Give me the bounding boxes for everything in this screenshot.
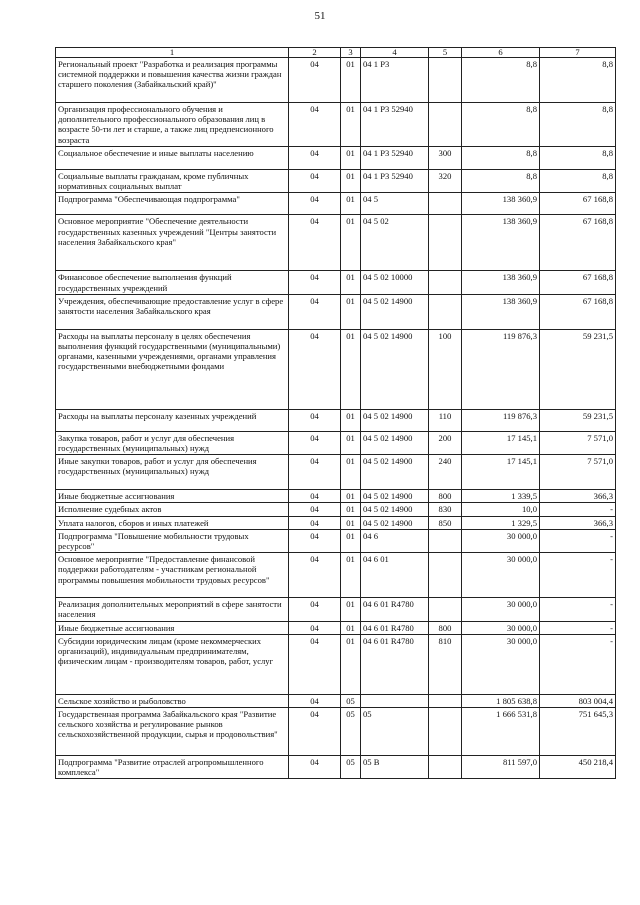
row-name-cell: Подпрограмма "Обеспечивающая подпрограмма" bbox=[56, 193, 289, 215]
table-row bbox=[56, 598, 616, 621]
amount-year1-cell: 1 329,5 bbox=[462, 516, 540, 529]
table-row bbox=[56, 756, 616, 779]
target-article-cell: 04 1 P3 bbox=[361, 58, 429, 103]
amount-year2-cell: 366,3 bbox=[540, 516, 616, 529]
expense-type-cell bbox=[429, 58, 462, 103]
section-code-cell: 04 bbox=[289, 529, 341, 552]
target-article-cell bbox=[361, 694, 429, 707]
expense-type-cell: 100 bbox=[429, 329, 462, 409]
table-row bbox=[56, 271, 616, 294]
table-row bbox=[56, 193, 616, 215]
row-name-cell: Закупка товаров, работ и услуг для обеспечения государственных (муниципальных) нужд bbox=[56, 431, 289, 454]
amount-year1-cell: 8,8 bbox=[462, 58, 540, 103]
subsection-code-cell: 01 bbox=[341, 409, 361, 431]
amount-year2-cell: - bbox=[540, 598, 616, 621]
table-row bbox=[56, 170, 616, 193]
expense-type-cell bbox=[429, 103, 462, 147]
amount-year2-cell: 450 218,4 bbox=[540, 756, 616, 779]
subsection-code-cell: 01 bbox=[341, 147, 361, 170]
amount-year2-cell: - bbox=[540, 553, 616, 598]
row-name-cell: Финансовое обеспечение выполнения функций государственных учреждений bbox=[56, 271, 289, 294]
expense-type-cell bbox=[429, 215, 462, 271]
table-row bbox=[56, 490, 616, 503]
target-article-cell: 04 5 02 14900 bbox=[361, 294, 429, 329]
table-row bbox=[56, 516, 616, 529]
column-header: 1 bbox=[56, 48, 289, 58]
column-header: 5 bbox=[429, 48, 462, 58]
section-code-cell: 04 bbox=[289, 503, 341, 516]
section-code-cell: 04 bbox=[289, 294, 341, 329]
amount-year1-cell: 30 000,0 bbox=[462, 634, 540, 694]
row-name-cell: Основное мероприятие "Обеспечение деятельности государственных казенных учреждений "Центры занятости населения Забайкальского края" bbox=[56, 215, 289, 271]
amount-year1-cell: 17 145,1 bbox=[462, 431, 540, 454]
expense-type-cell: 850 bbox=[429, 516, 462, 529]
row-name-cell: Расходы на выплаты персоналу казенных учреждений bbox=[56, 409, 289, 431]
amount-year2-cell: 366,3 bbox=[540, 490, 616, 503]
section-code-cell: 04 bbox=[289, 271, 341, 294]
subsection-code-cell: 01 bbox=[341, 490, 361, 503]
expense-type-cell: 800 bbox=[429, 621, 462, 634]
target-article-cell: 04 5 02 14900 bbox=[361, 431, 429, 454]
amount-year1-cell: 30 000,0 bbox=[462, 598, 540, 621]
amount-year2-cell: 59 231,5 bbox=[540, 329, 616, 409]
row-name-cell: Исполнение судебных актов bbox=[56, 503, 289, 516]
row-name-cell: Основное мероприятие "Предоставление финансовой поддержки работодателям - участникам региональной программы повышения мобильности трудовых ресурсов" bbox=[56, 553, 289, 598]
table-row bbox=[56, 215, 616, 271]
subsection-code-cell: 01 bbox=[341, 516, 361, 529]
target-article-cell: 04 5 02 bbox=[361, 215, 429, 271]
subsection-code-cell: 01 bbox=[341, 103, 361, 147]
amount-year1-cell: 138 360,9 bbox=[462, 294, 540, 329]
subsection-code-cell: 01 bbox=[341, 553, 361, 598]
amount-year2-cell: - bbox=[540, 503, 616, 516]
subsection-code-cell: 01 bbox=[341, 503, 361, 516]
table-row bbox=[56, 103, 616, 147]
amount-year2-cell: 59 231,5 bbox=[540, 409, 616, 431]
table-row bbox=[56, 431, 616, 454]
section-code-cell: 04 bbox=[289, 329, 341, 409]
amount-year1-cell: 8,8 bbox=[462, 147, 540, 170]
section-code-cell: 04 bbox=[289, 193, 341, 215]
target-article-cell: 04 6 01 bbox=[361, 553, 429, 598]
expense-type-cell bbox=[429, 756, 462, 779]
expense-type-cell: 830 bbox=[429, 503, 462, 516]
subsection-code-cell: 05 bbox=[341, 756, 361, 779]
section-code-cell: 04 bbox=[289, 455, 341, 490]
table-row bbox=[56, 634, 616, 694]
section-code-cell: 04 bbox=[289, 103, 341, 147]
table-header-row bbox=[56, 48, 616, 58]
table-row bbox=[56, 621, 616, 634]
amount-year2-cell: 67 168,8 bbox=[540, 215, 616, 271]
amount-year1-cell: 138 360,9 bbox=[462, 193, 540, 215]
target-article-cell: 04 5 02 10000 bbox=[361, 271, 429, 294]
subsection-code-cell: 01 bbox=[341, 215, 361, 271]
row-name-cell: Социальное обеспечение и иные выплаты населению bbox=[56, 147, 289, 170]
expense-type-cell bbox=[429, 193, 462, 215]
row-name-cell: Государственная программа Забайкальского края "Развитие сельского хозяйства и регулирование рынков сельскохозяйственной продукции, сырья и продовольствия" bbox=[56, 708, 289, 756]
target-article-cell: 05 bbox=[361, 708, 429, 756]
section-code-cell: 04 bbox=[289, 634, 341, 694]
expense-type-cell: 200 bbox=[429, 431, 462, 454]
amount-year1-cell: 1 805 638,8 bbox=[462, 694, 540, 707]
amount-year2-cell: 8,8 bbox=[540, 147, 616, 170]
section-code-cell: 04 bbox=[289, 756, 341, 779]
row-name-cell: Организация профессионального обучения и дополнительного профессионального образования лиц в возрасте 50-ти лет и старше, а также лиц предпенсионного возраста bbox=[56, 103, 289, 147]
subsection-code-cell: 01 bbox=[341, 193, 361, 215]
section-code-cell: 04 bbox=[289, 708, 341, 756]
amount-year2-cell: - bbox=[540, 634, 616, 694]
section-code-cell: 04 bbox=[289, 598, 341, 621]
section-code-cell: 04 bbox=[289, 147, 341, 170]
section-code-cell: 04 bbox=[289, 215, 341, 271]
amount-year1-cell: 30 000,0 bbox=[462, 529, 540, 552]
subsection-code-cell: 01 bbox=[341, 329, 361, 409]
expense-type-cell: 320 bbox=[429, 170, 462, 193]
target-article-cell: 04 1 P3 52940 bbox=[361, 170, 429, 193]
amount-year2-cell: 751 645,3 bbox=[540, 708, 616, 756]
row-name-cell: Иные бюджетные ассигнования bbox=[56, 490, 289, 503]
amount-year1-cell: 30 000,0 bbox=[462, 553, 540, 598]
amount-year2-cell: - bbox=[540, 621, 616, 634]
subsection-code-cell: 01 bbox=[341, 598, 361, 621]
section-code-cell: 04 bbox=[289, 694, 341, 707]
expense-type-cell: 110 bbox=[429, 409, 462, 431]
amount-year1-cell: 811 597,0 bbox=[462, 756, 540, 779]
amount-year1-cell: 138 360,9 bbox=[462, 271, 540, 294]
section-code-cell: 04 bbox=[289, 58, 341, 103]
section-code-cell: 04 bbox=[289, 431, 341, 454]
amount-year1-cell: 10,0 bbox=[462, 503, 540, 516]
subsection-code-cell: 01 bbox=[341, 634, 361, 694]
subsection-code-cell: 05 bbox=[341, 708, 361, 756]
table-row bbox=[56, 529, 616, 552]
column-header: 2 bbox=[289, 48, 341, 58]
table-row bbox=[56, 503, 616, 516]
amount-year1-cell: 119 876,3 bbox=[462, 409, 540, 431]
row-name-cell: Реализация дополнительных мероприятий в сфере занятости населения bbox=[56, 598, 289, 621]
target-article-cell: 05 В bbox=[361, 756, 429, 779]
expense-type-cell bbox=[429, 553, 462, 598]
target-article-cell: 04 1 P3 52940 bbox=[361, 147, 429, 170]
expense-type-cell: 800 bbox=[429, 490, 462, 503]
target-article-cell: 04 1 P3 52940 bbox=[361, 103, 429, 147]
table-row bbox=[56, 553, 616, 598]
expense-type-cell bbox=[429, 708, 462, 756]
row-name-cell: Региональный проект "Разработка и реализация программы системной поддержки и повышения качества жизни граждан старшего поколения (Забайкальский край)" bbox=[56, 58, 289, 103]
subsection-code-cell: 01 bbox=[341, 455, 361, 490]
amount-year1-cell: 1 666 531,8 bbox=[462, 708, 540, 756]
budget-table bbox=[55, 47, 616, 779]
table-row bbox=[56, 694, 616, 707]
target-article-cell: 04 6 01 R4780 bbox=[361, 634, 429, 694]
subsection-code-cell: 01 bbox=[341, 58, 361, 103]
row-name-cell: Расходы на выплаты персоналу в целях обеспечения выполнения функций государственными (муниципальными) органами, казенными учреждениями, органами управления государственными внебюджетными фондами bbox=[56, 329, 289, 409]
target-article-cell: 04 5 02 14900 bbox=[361, 455, 429, 490]
table-row bbox=[56, 409, 616, 431]
section-code-cell: 04 bbox=[289, 409, 341, 431]
row-name-cell: Социальные выплаты гражданам, кроме публичных нормативных социальных выплат bbox=[56, 170, 289, 193]
subsection-code-cell: 01 bbox=[341, 271, 361, 294]
amount-year1-cell: 8,8 bbox=[462, 103, 540, 147]
expense-type-cell bbox=[429, 294, 462, 329]
subsection-code-cell: 05 bbox=[341, 694, 361, 707]
subsection-code-cell: 01 bbox=[341, 294, 361, 329]
target-article-cell: 04 5 bbox=[361, 193, 429, 215]
column-header: 3 bbox=[341, 48, 361, 58]
table-row bbox=[56, 708, 616, 756]
amount-year1-cell: 30 000,0 bbox=[462, 621, 540, 634]
row-name-cell: Уплата налогов, сборов и иных платежей bbox=[56, 516, 289, 529]
target-article-cell: 04 6 01 R4780 bbox=[361, 621, 429, 634]
amount-year2-cell: 7 571,0 bbox=[540, 455, 616, 490]
subsection-code-cell: 01 bbox=[341, 431, 361, 454]
expense-type-cell bbox=[429, 271, 462, 294]
amount-year2-cell: 8,8 bbox=[540, 103, 616, 147]
subsection-code-cell: 01 bbox=[341, 170, 361, 193]
amount-year2-cell: 8,8 bbox=[540, 170, 616, 193]
target-article-cell: 04 6 01 R4780 bbox=[361, 598, 429, 621]
target-article-cell: 04 5 02 14900 bbox=[361, 329, 429, 409]
amount-year2-cell: 7 571,0 bbox=[540, 431, 616, 454]
expense-type-cell bbox=[429, 529, 462, 552]
amount-year1-cell: 8,8 bbox=[462, 170, 540, 193]
section-code-cell: 04 bbox=[289, 490, 341, 503]
table-row bbox=[56, 329, 616, 409]
section-code-cell: 04 bbox=[289, 553, 341, 598]
amount-year2-cell: - bbox=[540, 529, 616, 552]
page-number: 51 bbox=[314, 10, 326, 22]
row-name-cell: Учреждения, обеспечивающие предоставление услуг в сфере занятости населения Забайкальского края bbox=[56, 294, 289, 329]
section-code-cell: 04 bbox=[289, 516, 341, 529]
target-article-cell: 04 6 bbox=[361, 529, 429, 552]
amount-year1-cell: 119 876,3 bbox=[462, 329, 540, 409]
subsection-code-cell: 01 bbox=[341, 529, 361, 552]
row-name-cell: Субсидии юридическим лицам (кроме некоммерческих организаций), индивидуальным предпринимателям, физическим лицам - производителям товаров, работ, услуг bbox=[56, 634, 289, 694]
amount-year1-cell: 1 339,5 bbox=[462, 490, 540, 503]
row-name-cell: Подпрограмма "Повышение мобильности трудовых ресурсов" bbox=[56, 529, 289, 552]
amount-year2-cell: 67 168,8 bbox=[540, 271, 616, 294]
row-name-cell: Сельское хозяйство и рыболовство bbox=[56, 694, 289, 707]
target-article-cell: 04 5 02 14900 bbox=[361, 409, 429, 431]
row-name-cell: Подпрограмма "Развитие отраслей агропромышленного комплекса" bbox=[56, 756, 289, 779]
column-header: 6 bbox=[462, 48, 540, 58]
section-code-cell: 04 bbox=[289, 170, 341, 193]
column-header: 4 bbox=[361, 48, 429, 58]
section-code-cell: 04 bbox=[289, 621, 341, 634]
amount-year2-cell: 67 168,8 bbox=[540, 193, 616, 215]
target-article-cell: 04 5 02 14900 bbox=[361, 516, 429, 529]
amount-year2-cell: 803 004,4 bbox=[540, 694, 616, 707]
table-row bbox=[56, 58, 616, 103]
expense-type-cell: 810 bbox=[429, 634, 462, 694]
expense-type-cell: 240 bbox=[429, 455, 462, 490]
target-article-cell: 04 5 02 14900 bbox=[361, 490, 429, 503]
column-header: 7 bbox=[540, 48, 616, 58]
amount-year1-cell: 17 145,1 bbox=[462, 455, 540, 490]
subsection-code-cell: 01 bbox=[341, 621, 361, 634]
table-row bbox=[56, 455, 616, 490]
amount-year2-cell: 67 168,8 bbox=[540, 294, 616, 329]
row-name-cell: Иные бюджетные ассигнования bbox=[56, 621, 289, 634]
amount-year1-cell: 138 360,9 bbox=[462, 215, 540, 271]
table-row bbox=[56, 294, 616, 329]
table-row bbox=[56, 147, 616, 170]
expense-type-cell bbox=[429, 598, 462, 621]
amount-year2-cell: 8,8 bbox=[540, 58, 616, 103]
expense-type-cell: 300 bbox=[429, 147, 462, 170]
target-article-cell: 04 5 02 14900 bbox=[361, 503, 429, 516]
row-name-cell: Иные закупки товаров, работ и услуг для обеспечения государственных (муниципальных) нужд bbox=[56, 455, 289, 490]
expense-type-cell bbox=[429, 694, 462, 707]
